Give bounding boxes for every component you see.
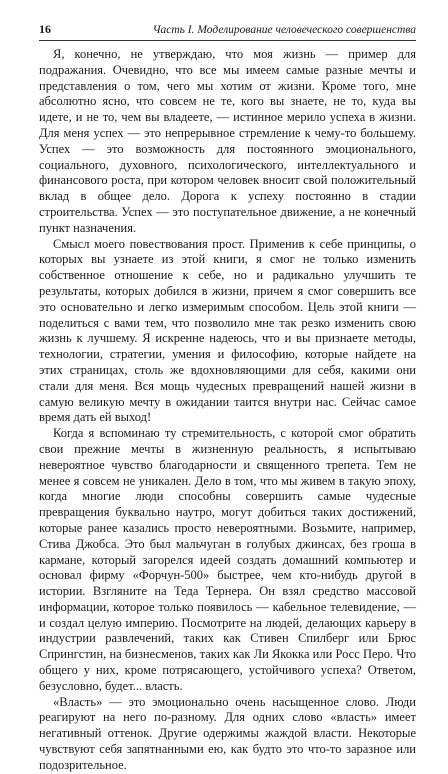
page-number: 16 (39, 22, 51, 36)
body-text (39, 47, 416, 774)
paragraph-3: Когда я вспоминаю ту стремительность, с которой смог обратить свои прежние мечты в жизненную реальность, я испытываю невероятное чувство благодарности и священного трепета. Тем не менее я совсем не уникален. Дело в том, что мы живем в такую эпоху, когда многие люди способны совершить самые чудесные превращения буквально наутро, могут добиться таких достижений, которые ранее казались просто невероятными. Возьмите, например, Стива Джобса. Это был мальчуган в голубых джинсах, без гроша в кармане, который загорелся идеей создать домашний компьютер и основал фирму «Форчун-500» быстрее, чем кто-нибудь другой в истории. Взгляните на Теда Тернера. Он взял средство массовой информации, которое только появилось — кабельное телевидение, — и создал целую империю. Посмотрите на людей, делающих карьеру в индустрии развлечений, таких как Стивен Спилберг или Брюс Спрингстин, на бизнесменов, таких как Ли Якокка или Росс Перо. Что общего у них, кроме потрясающего, устойчивого успеха? Ответом, безусловно, будет... власть. (39, 426, 416, 693)
running-header (39, 22, 416, 41)
paragraph-2: Смысл моего повествования прост. Применив к себе принципы, о которых вы узнаете из этой книги, я смог не только изменить собственное отношение к себе, но и радикально улучшить те результаты, которых добился в жизни, причем я смог совершить все это основательно и легко измеримым способом. Цель этой книги — поделиться с вами тем, что позволило мне так резко изменить свою жизнь к лучшему. Я искренне надеюсь, что и вы признаете методы, технологии, стратегии, умения и философию, которые найдете на этих страницах, столь же вдохновляющими для себя, какими они стали для меня. Вся мощь чудесных превращений нашей жизни в самую великую мечту в ожидании таится внутри нас. Сейчас самое время дать ей выход! (39, 236, 416, 425)
chapter-title: Часть I. Моделирование человеческого совершенства (152, 24, 416, 36)
paragraph-1: Я, конечно, не утверждаю, что моя жизнь — пример для подражания. Очевидно, что все мы имеем самые разные мечты и представления о том, чего мы хотим от жизни. Кроме того, мне абсолютно ясно, что совсем не те, кого вы знаете, не то, куда вы идете, и не то, чем вы владеете, — истинное мерило успеха в жизни. Для меня успех — это непрерывное стремление к чему-то большему. Успех — это возможность для постоянного эмоционального, социального, духовного, психологического, интеллектуального и финансового роста, при котором человек вносит свой положительный вклад в общее дело. Дорога к успеху постоянно в стадии строительства. Успех — это поступательное движение, а не конечный пункт назначения. (39, 47, 416, 235)
paragraph-4: «Власть» — это эмоционально очень насыщенное слово. Люди реагируют на него по-разному. Для одних слово «власть» имеет негативный оттенок. Другие одержимы жаждой власти. Некоторые чувствуют себя запятнанными ею, как будто это что-то заразное или подозрительное. (39, 694, 416, 772)
